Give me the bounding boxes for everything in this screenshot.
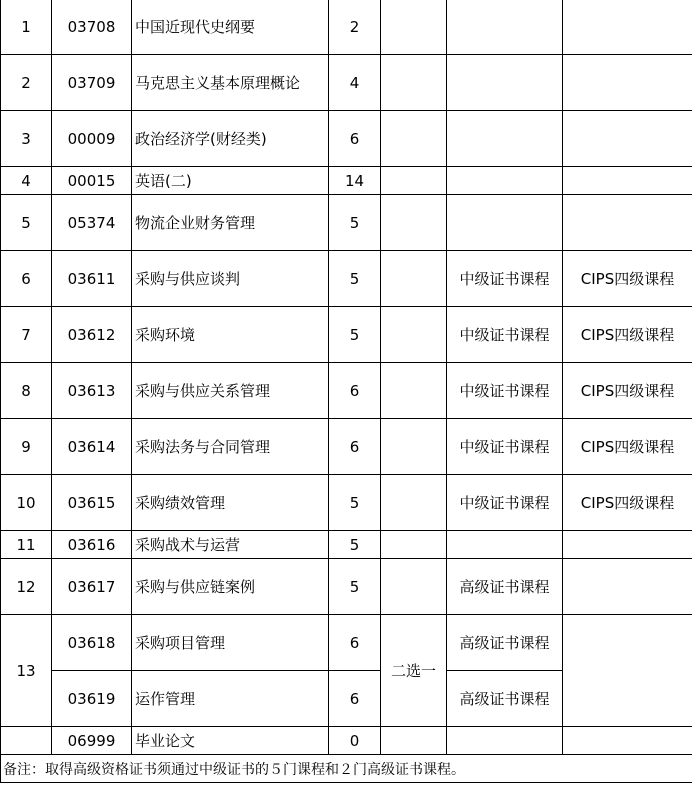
certificate-cell <box>447 55 563 111</box>
course-name: 采购与供应谈判 <box>132 251 329 307</box>
row-number: 11 <box>1 531 52 559</box>
course-code: 06999 <box>52 727 132 755</box>
course-credits: 5 <box>329 475 381 531</box>
table-row <box>1 111 692 167</box>
table-row <box>1 531 692 559</box>
row-number: 7 <box>1 307 52 363</box>
row-number: 1 <box>1 0 52 55</box>
course-code: 03612 <box>52 307 132 363</box>
cips-cell <box>563 615 692 727</box>
cips-cell: CIPS四级课程 <box>563 419 692 475</box>
elective-choice-cell: 二选一 <box>381 615 447 727</box>
course-name: 采购法务与合同管理 <box>132 419 329 475</box>
course-credits: 5 <box>329 531 381 559</box>
certificate-cell: 中级证书课程 <box>447 307 563 363</box>
certificate-cell <box>447 111 563 167</box>
course-code: 00009 <box>52 111 132 167</box>
course-code: 03613 <box>52 363 132 419</box>
course-credits: 6 <box>329 419 381 475</box>
row-number: 2 <box>1 55 52 111</box>
table-row <box>1 167 692 195</box>
elective-cell <box>381 195 447 251</box>
table-row <box>1 195 692 251</box>
course-code: 03615 <box>52 475 132 531</box>
course-code: 03611 <box>52 251 132 307</box>
row-number: 6 <box>1 251 52 307</box>
certificate-cell: 高级证书课程 <box>447 671 563 727</box>
certificate-cell: 高级证书课程 <box>447 559 563 615</box>
course-name: 采购项目管理 <box>132 615 329 671</box>
elective-cell <box>381 307 447 363</box>
certificate-cell <box>447 167 563 195</box>
course-name: 采购与供应链案例 <box>132 559 329 615</box>
cips-cell <box>563 167 692 195</box>
elective-cell <box>381 363 447 419</box>
course-credits: 6 <box>329 111 381 167</box>
course-name: 马克思主义基本原理概论 <box>132 55 329 111</box>
certificate-cell: 中级证书课程 <box>447 251 563 307</box>
table-row <box>1 419 692 475</box>
course-name: 采购环境 <box>132 307 329 363</box>
course-credits: 4 <box>329 55 381 111</box>
course-credits: 6 <box>329 363 381 419</box>
course-code: 03616 <box>52 531 132 559</box>
course-credits: 14 <box>329 167 381 195</box>
certificate-cell: 中级证书课程 <box>447 419 563 475</box>
elective-cell <box>381 111 447 167</box>
course-credits: 6 <box>329 671 381 727</box>
course-code: 03618 <box>52 615 132 671</box>
cips-cell <box>563 0 692 55</box>
note-row <box>1 755 692 783</box>
cips-cell: CIPS四级课程 <box>563 251 692 307</box>
course-credits: 5 <box>329 559 381 615</box>
certificate-cell: 中级证书课程 <box>447 363 563 419</box>
certificate-cell <box>447 195 563 251</box>
row-number: 4 <box>1 167 52 195</box>
cips-cell <box>563 111 692 167</box>
row-number: 13 <box>1 615 52 727</box>
course-code: 03708 <box>52 0 132 55</box>
course-credits: 5 <box>329 307 381 363</box>
course-credits: 2 <box>329 0 381 55</box>
course-code: 03619 <box>52 671 132 727</box>
cips-cell <box>563 195 692 251</box>
course-name: 英语(二) <box>132 167 329 195</box>
certificate-cell: 高级证书课程 <box>447 615 563 671</box>
cips-cell <box>563 727 692 755</box>
table-row <box>1 251 692 307</box>
cips-cell: CIPS四级课程 <box>563 307 692 363</box>
table-row <box>1 615 692 671</box>
table-row <box>1 559 692 615</box>
course-code: 00015 <box>52 167 132 195</box>
elective-cell <box>381 531 447 559</box>
row-number: 3 <box>1 111 52 167</box>
table-row <box>1 55 692 111</box>
certificate-cell: 中级证书课程 <box>447 475 563 531</box>
course-credits: 5 <box>329 195 381 251</box>
course-credits: 0 <box>329 727 381 755</box>
certificate-cell <box>447 531 563 559</box>
table-row <box>1 0 692 55</box>
elective-cell <box>381 419 447 475</box>
cips-cell <box>563 55 692 111</box>
course-name: 采购战术与运营 <box>132 531 329 559</box>
certificate-cell <box>447 727 563 755</box>
course-code: 03709 <box>52 55 132 111</box>
course-name: 采购绩效管理 <box>132 475 329 531</box>
row-number <box>1 727 52 755</box>
course-name: 政治经济学(财经类) <box>132 111 329 167</box>
course-credits: 6 <box>329 615 381 671</box>
course-credits: 5 <box>329 251 381 307</box>
elective-cell <box>381 0 447 55</box>
elective-cell <box>381 727 447 755</box>
elective-cell <box>381 559 447 615</box>
row-number: 5 <box>1 195 52 251</box>
course-name: 运作管理 <box>132 671 329 727</box>
table-row <box>1 363 692 419</box>
cips-cell: CIPS四级课程 <box>563 475 692 531</box>
elective-cell <box>381 55 447 111</box>
course-name: 物流企业财务管理 <box>132 195 329 251</box>
row-number: 12 <box>1 559 52 615</box>
row-number: 10 <box>1 475 52 531</box>
elective-cell <box>381 251 447 307</box>
course-code: 03614 <box>52 419 132 475</box>
row-number: 9 <box>1 419 52 475</box>
course-name: 采购与供应关系管理 <box>132 363 329 419</box>
course-code: 05374 <box>52 195 132 251</box>
row-number: 8 <box>1 363 52 419</box>
table-row <box>1 475 692 531</box>
elective-cell <box>381 475 447 531</box>
course-name: 毕业论文 <box>132 727 329 755</box>
cips-cell <box>563 559 692 615</box>
table-row <box>1 727 692 755</box>
course-name: 中国近现代史纲要 <box>132 0 329 55</box>
cips-cell <box>563 531 692 559</box>
table-note: 备注：取得高级资格证书须通过中级证书的５门课程和２门高级证书课程。 <box>1 755 692 783</box>
course-code: 03617 <box>52 559 132 615</box>
table-row <box>1 307 692 363</box>
cips-cell: CIPS四级课程 <box>563 363 692 419</box>
certificate-cell <box>447 0 563 55</box>
elective-cell <box>381 167 447 195</box>
